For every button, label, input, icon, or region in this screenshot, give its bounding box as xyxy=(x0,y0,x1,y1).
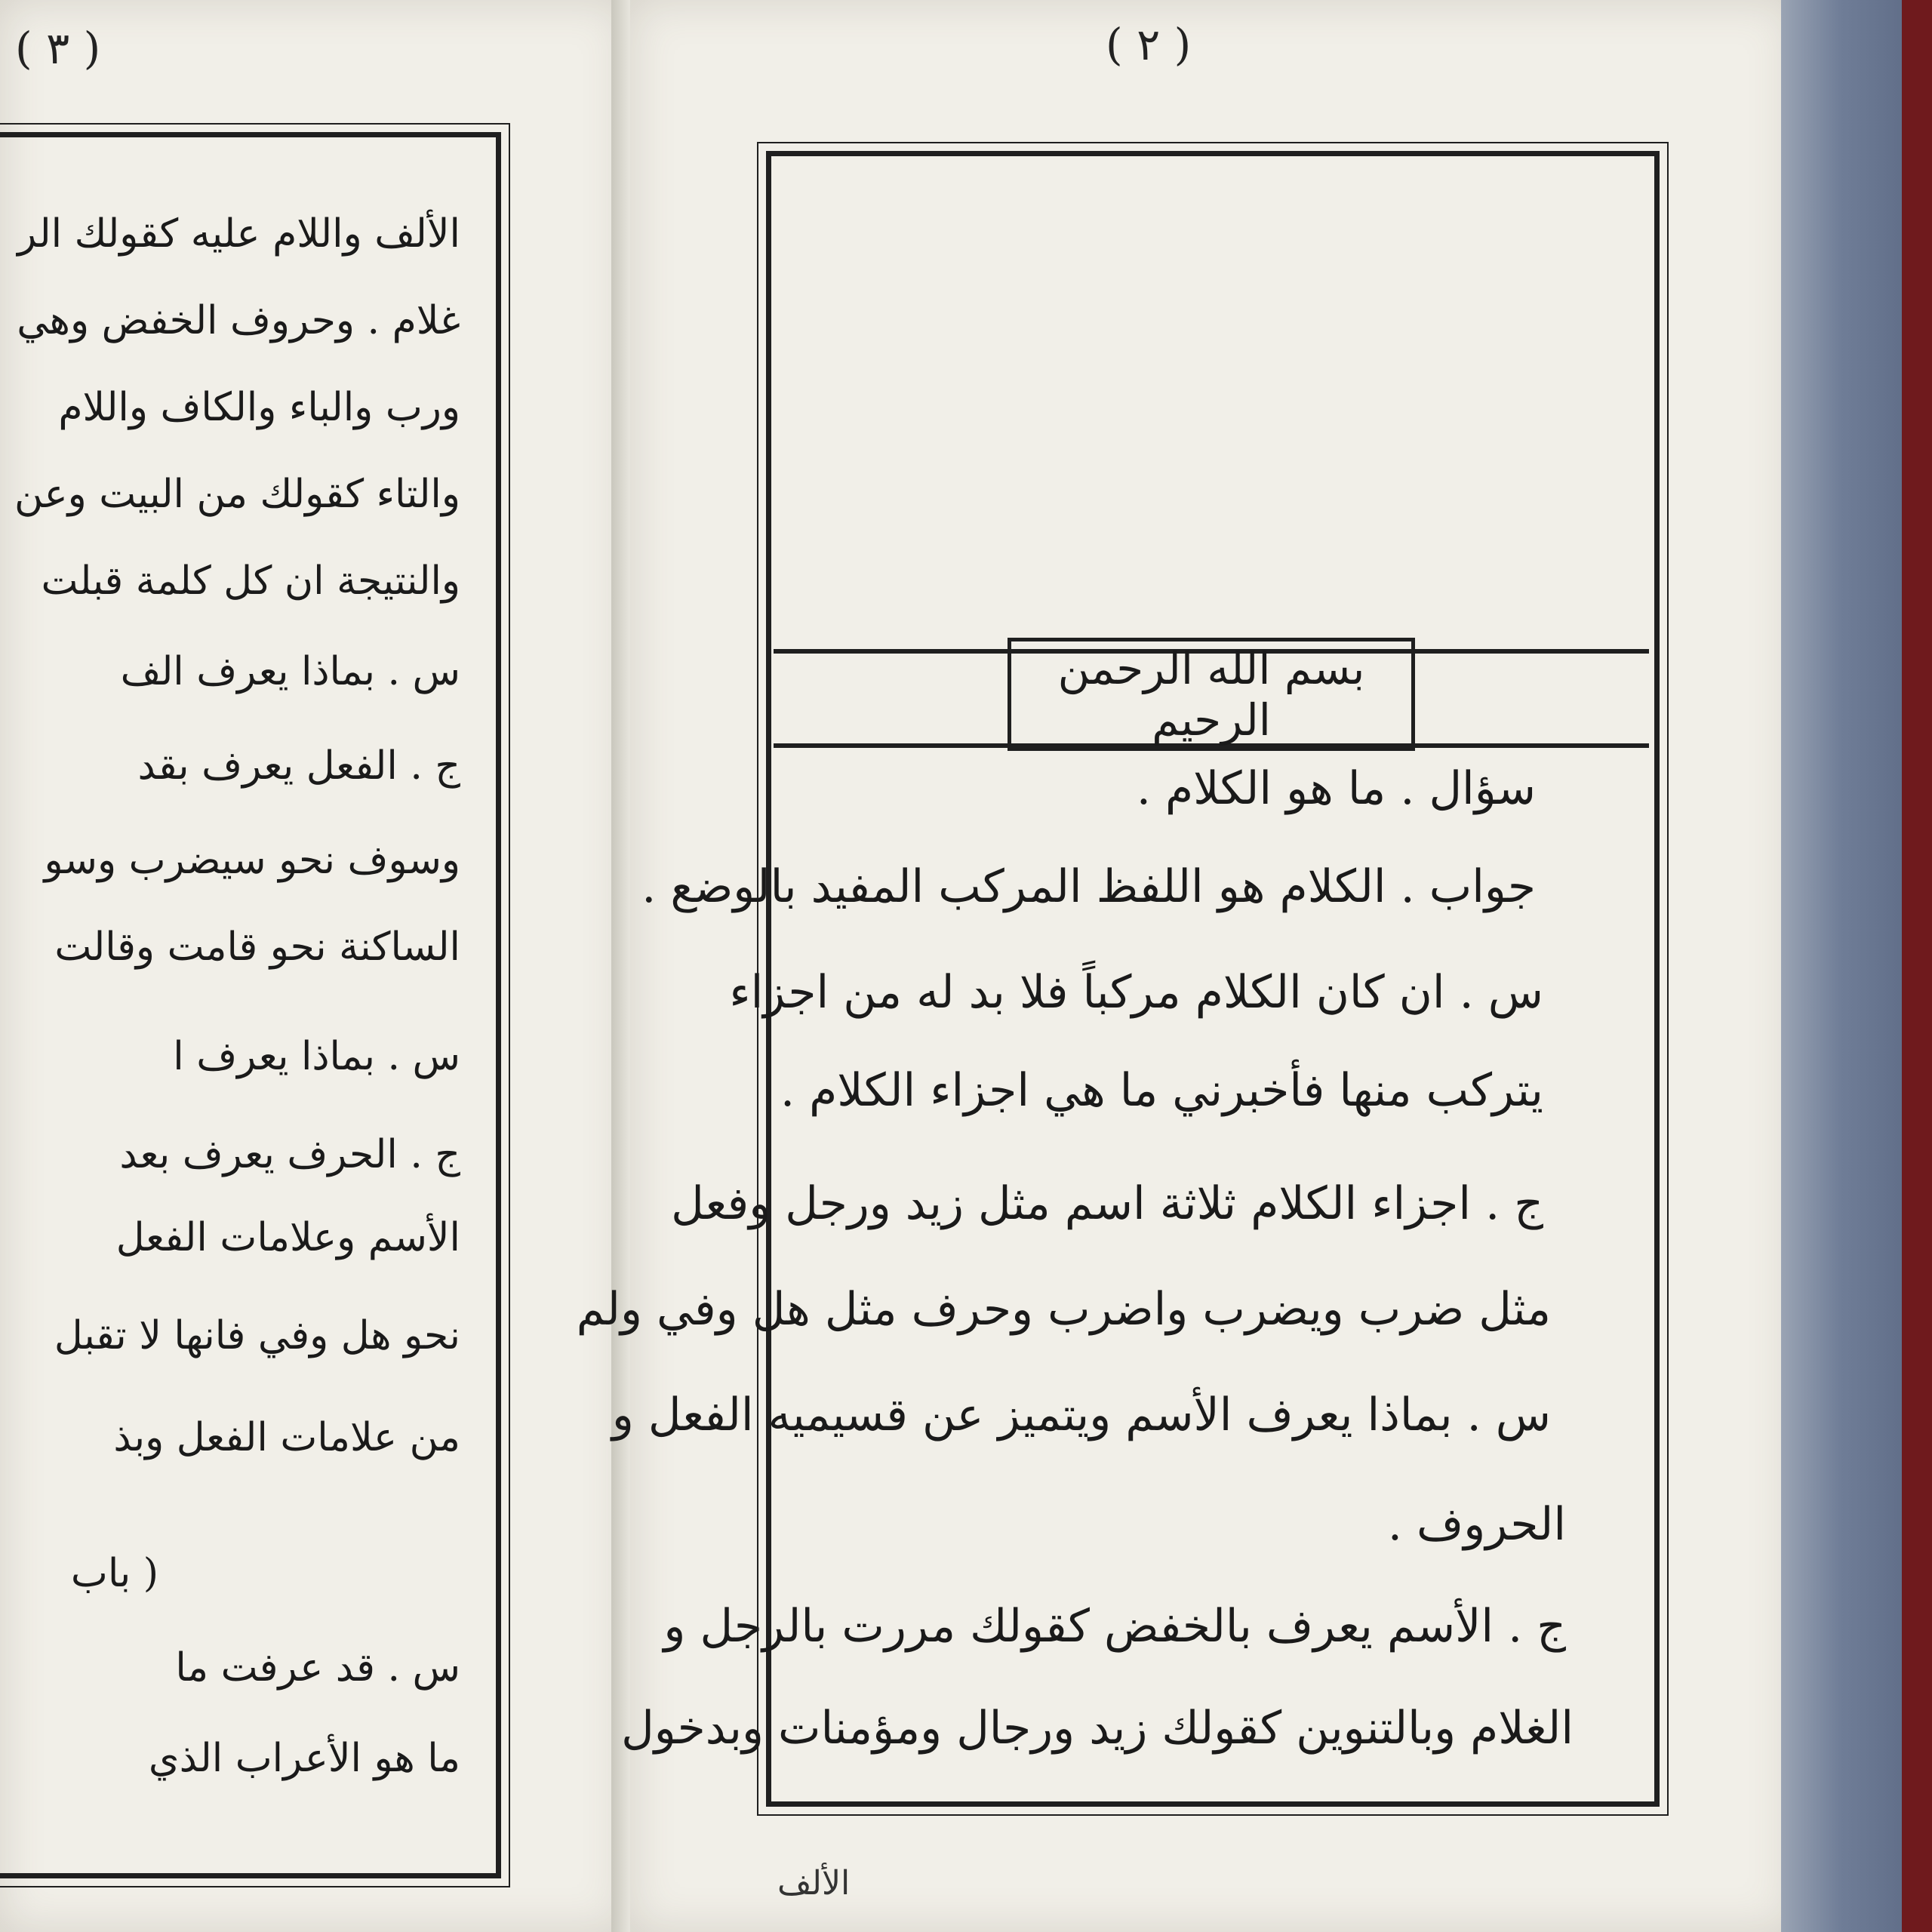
text-line: مثل ضرب ويضرب واضرب وحرف مثل هل وفي ولم xyxy=(576,1283,1551,1336)
text-line: ج . الفعل يعرف بقد xyxy=(137,743,460,789)
text-line: من علامات الفعل وبذ xyxy=(113,1415,460,1460)
text-line: ج . الحرف يعرف بعد xyxy=(119,1132,460,1177)
text-line: ما هو الأعراب الذي xyxy=(148,1736,460,1781)
text-line: سؤال . ما هو الكلام . xyxy=(1136,762,1536,815)
text-line: س . قد عرفت ما xyxy=(175,1645,460,1690)
book-cover-edge xyxy=(1781,0,1932,1932)
left-page xyxy=(0,0,626,1932)
text-line: نحو هل وفي فانها لا تقبل xyxy=(54,1313,460,1358)
right-page-number: ( ٢ ) xyxy=(1106,19,1192,70)
text-line: الألف واللام عليه كقولك الر xyxy=(17,211,460,257)
text-line: وسوف نحو سيضرب وسو xyxy=(44,838,460,883)
text-line: س . ان كان الكلام مركباً فلا بد له من اجزاء xyxy=(729,966,1543,1019)
text-line: والنتيجة ان كل كلمة قبلت xyxy=(41,558,460,604)
text-line: غلام . وحروف الخفض وهي xyxy=(17,298,460,343)
text-line: الغلام وبالتنوين كقولك زيد ورجال ومؤمنات وبدخول xyxy=(621,1702,1574,1755)
text-line: ج . الأسم يعرف بالخفض كقولك مررت بالرجل و xyxy=(663,1600,1566,1653)
basmala-cartouche xyxy=(1008,638,1415,751)
basmala: بسم الله الرحمن الرحيم xyxy=(1057,643,1365,746)
text-line: ج . اجزاء الكلام ثلاثة اسم مثل زيد ورجل وفعل xyxy=(671,1177,1543,1230)
left-page-number: ( ٣ ) xyxy=(15,23,101,74)
text-line: يتركب منها فأخبرني ما هي اجزاء الكلام . xyxy=(780,1064,1543,1117)
text-line: س . بماذا يعرف الأسم ويتميز عن قسيميه الفعل و xyxy=(611,1389,1551,1441)
text-line: الحروف . xyxy=(1387,1498,1566,1551)
text-line: ( باب xyxy=(70,1551,158,1596)
text-line: الأسم وعلامات الفعل xyxy=(115,1215,460,1260)
text-line: والتاء كقولك من البيت وعن xyxy=(14,472,460,517)
text-line: ورب والباء والكاف واللام xyxy=(58,385,460,430)
text-line: س . بماذا يعرف الف xyxy=(120,649,460,694)
text-line: س . بماذا يعرف ا xyxy=(173,1034,460,1079)
text-line: جواب . الكلام هو اللفظ المركب المفيد بالوضع . xyxy=(641,860,1536,913)
catchword: الألف xyxy=(777,1864,851,1903)
text-line: الساكنة نحو قامت وقالت xyxy=(54,924,460,970)
right-page xyxy=(576,0,1792,1932)
cloth-background xyxy=(1902,0,1932,1932)
